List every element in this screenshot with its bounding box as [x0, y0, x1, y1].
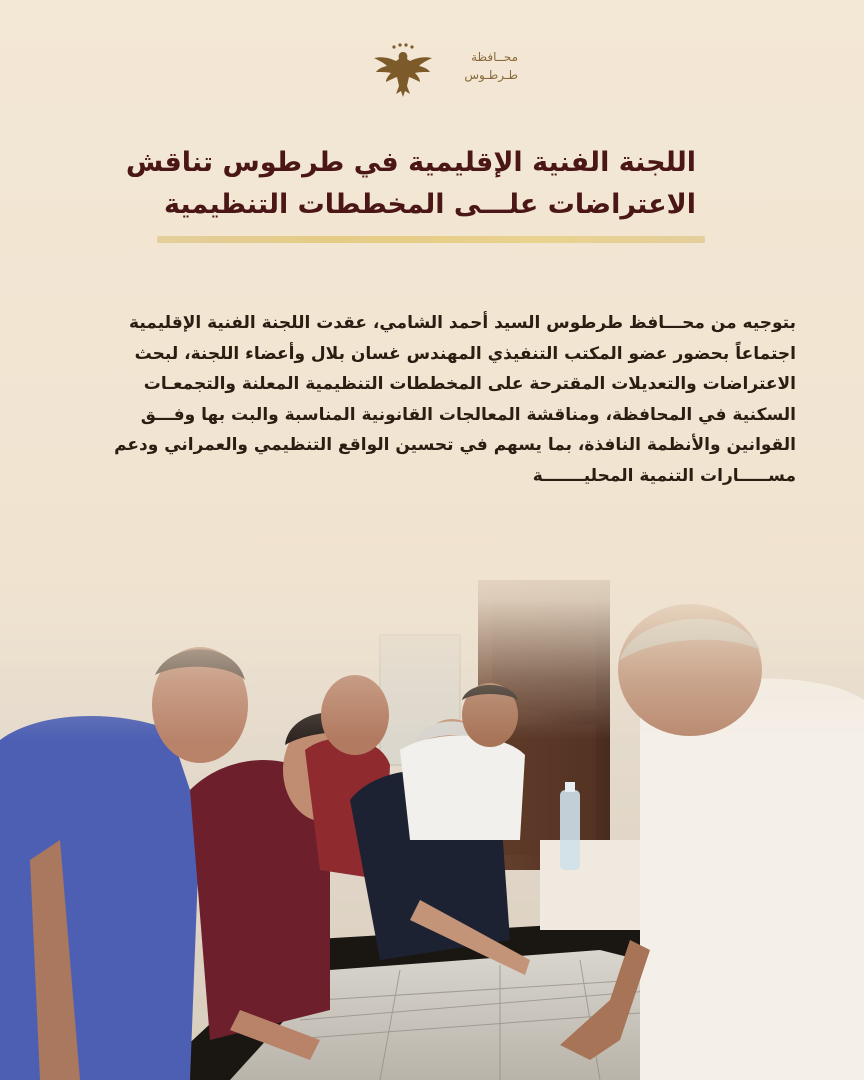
body-line: مســـــارات التنمية المحليـــــــة — [532, 465, 796, 486]
body-line: بتوجيه من محـــافظ طرطوس السيد أحمد الشامي، عقدت اللجنة الفنية الإقليمية — [129, 313, 796, 333]
body-line: السكنية في المحافظة، ومناقشة المعالجات القانونية المناسبة والبت بها وفـــق — [140, 404, 796, 425]
body-line: اجتماعاً بحضور عضو المكتب التنفيذي المهندس غسان بلال وأعضاء اللجنة، لبحث — [134, 343, 796, 364]
logo-line-2: طـرطـوس — [464, 68, 518, 82]
article-body — [96, 308, 796, 491]
headline-underline — [157, 236, 705, 243]
meeting-photo-illustration — [0, 540, 864, 1080]
logo-line-1: محــافظة — [471, 50, 518, 64]
eagle-emblem-icon — [372, 42, 434, 98]
meeting-photo — [0, 540, 864, 1080]
headline — [125, 142, 696, 226]
headline-line-2: الاعتراضات علـــى المخططات التنظيمية — [164, 189, 696, 220]
body-line: القوانين والأنظمة النافذة، بما يسهم في تحسين الواقع التنظيمي والعمراني ودعم — [114, 435, 796, 455]
headline-line-1: اللجنة الفنية الإقليمية في طرطوس تناقش — [125, 147, 696, 178]
governorate-logo — [360, 40, 520, 100]
body-line: الاعتراضات والتعديلات المقترحة على المخططات التنظيمية المعلنة والتجمعـات — [143, 374, 796, 394]
logo-text — [438, 48, 518, 84]
